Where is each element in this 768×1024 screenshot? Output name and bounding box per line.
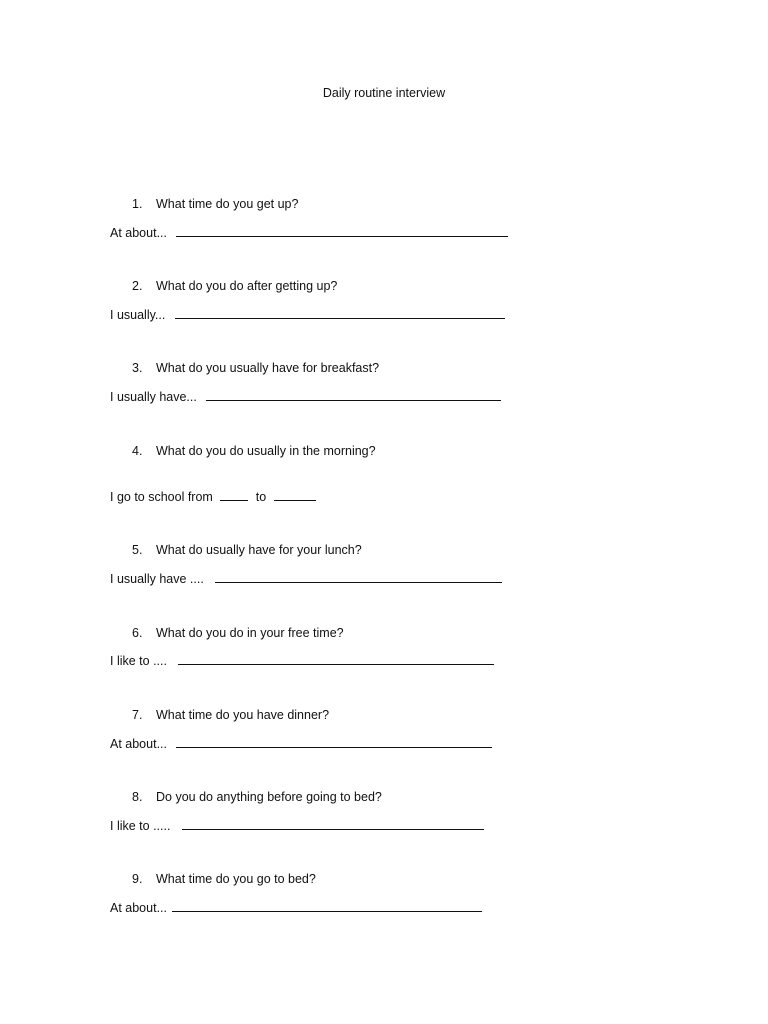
- answer-blank-to[interactable]: [274, 488, 316, 501]
- question-text: Do you do anything before going to bed?: [156, 790, 382, 804]
- answer-prompt: I usually...: [110, 308, 166, 322]
- answer-prompt: I usually have...: [110, 390, 197, 404]
- answer-blank[interactable]: [178, 652, 494, 665]
- question-text: What time do you get up?: [156, 197, 299, 211]
- question-number: 8.: [132, 790, 143, 804]
- question-4: [132, 444, 376, 458]
- answer-line-1: [110, 224, 508, 240]
- question-number: 9.: [132, 872, 143, 886]
- question-text: What do you usually have for breakfast?: [156, 361, 380, 375]
- answer-line-3: [110, 388, 501, 404]
- question-text: What time do you go to bed?: [156, 872, 316, 886]
- answer-blank[interactable]: [182, 817, 484, 830]
- question-text: What do you do usually in the morning?: [156, 444, 376, 458]
- answer-prompt-start: I go to school from: [110, 490, 213, 504]
- question-number: 6.: [132, 626, 143, 640]
- question-text: What time do you have dinner?: [156, 708, 330, 722]
- answer-line-9: [110, 899, 482, 915]
- answer-prompt: At about...: [110, 901, 167, 915]
- question-text: What do you do after getting up?: [156, 279, 338, 293]
- question-3: [132, 361, 379, 375]
- question-2: [132, 279, 337, 293]
- answer-line-8: [110, 817, 484, 833]
- answer-prompt: At about...: [110, 737, 167, 751]
- answer-line-5: [110, 570, 502, 586]
- answer-blank-from[interactable]: [220, 488, 248, 501]
- question-number: 2.: [132, 279, 143, 293]
- answer-line-2: [110, 306, 505, 322]
- question-number: 5.: [132, 543, 143, 557]
- page-title: Daily routine interview: [322, 86, 446, 100]
- answer-line-4: [110, 488, 316, 504]
- question-text: What do usually have for your lunch?: [156, 543, 362, 557]
- question-1: [132, 197, 298, 211]
- answer-prompt: I like to .....: [110, 819, 171, 833]
- answer-blank[interactable]: [172, 899, 482, 912]
- question-number: 7.: [132, 708, 143, 722]
- answer-line-6: [110, 652, 494, 668]
- question-7: [132, 708, 329, 722]
- question-9: [132, 872, 316, 886]
- answer-prompt: At about...: [110, 226, 167, 240]
- question-number: 1.: [132, 197, 143, 211]
- question-6: [132, 626, 344, 640]
- answer-line-7: [110, 735, 492, 751]
- question-8: [132, 790, 382, 804]
- answer-prompt-middle: to: [255, 490, 267, 504]
- question-text: What do you do in your free time?: [156, 626, 344, 640]
- answer-blank[interactable]: [175, 306, 505, 319]
- answer-blank[interactable]: [206, 388, 501, 401]
- answer-prompt: I like to ....: [110, 654, 167, 668]
- question-5: [132, 543, 362, 557]
- question-number: 3.: [132, 361, 143, 375]
- answer-blank[interactable]: [176, 224, 508, 237]
- question-number: 4.: [132, 444, 143, 458]
- answer-blank[interactable]: [176, 735, 492, 748]
- answer-prompt: I usually have ....: [110, 572, 204, 586]
- answer-blank[interactable]: [215, 570, 502, 583]
